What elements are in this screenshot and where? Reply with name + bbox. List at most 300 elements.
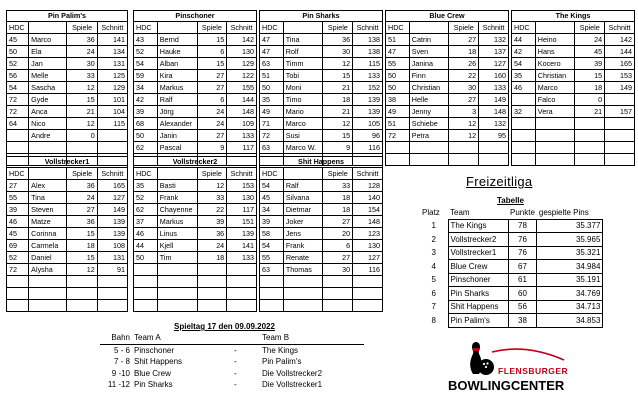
player-spiele: 0: [67, 130, 97, 142]
player-hdc: 45: [260, 192, 284, 204]
header-team: Team: [450, 207, 470, 217]
header-schnitt: Schnitt: [479, 22, 509, 34]
schedule-row: [100, 344, 364, 356]
player-spiele: 12: [323, 118, 353, 130]
player-spiele: 12: [67, 82, 97, 94]
player-hdc: [7, 130, 29, 142]
player-spiele: 26: [449, 58, 479, 70]
empty-row: [7, 276, 128, 288]
player-hdc: 42: [512, 46, 536, 58]
player-schnitt: 155: [227, 82, 257, 94]
empty-row: [134, 264, 257, 276]
player-name: Janina: [409, 58, 449, 70]
player-schnitt: 148: [353, 216, 383, 228]
player-row: [260, 264, 383, 276]
header-hdc: HDC: [7, 168, 29, 180]
flensburger-bowlingcenter-logo: [446, 338, 568, 393]
schedule-team-a: Shit Happens: [134, 357, 183, 367]
player-spiele: 27: [323, 252, 353, 264]
team-header-row: [386, 22, 509, 34]
player-hdc: 54: [134, 58, 158, 70]
team-header-row: [7, 22, 128, 34]
header-spiele: Spiele: [323, 168, 353, 180]
player-spiele: 27: [449, 94, 479, 106]
player-row: [7, 240, 128, 252]
empty-row: [512, 118, 635, 130]
standings-row: [420, 273, 603, 287]
player-schnitt: 144: [227, 94, 257, 106]
player-schnitt: 138: [353, 46, 383, 58]
player-schnitt: 130: [227, 46, 257, 58]
player-hdc: 52: [134, 46, 158, 58]
player-hdc: 55: [386, 58, 410, 70]
standings-row: [420, 300, 603, 314]
player-hdc: 54: [260, 240, 284, 252]
standings-team: The Kings: [448, 219, 508, 233]
player-row: [7, 70, 128, 82]
standings-pins: 35.191: [537, 273, 603, 287]
header-name: [283, 22, 323, 34]
standings-punkte: 38: [508, 314, 537, 328]
player-schnitt: 140: [353, 192, 383, 204]
standings-row: [420, 287, 603, 301]
standings-team: Pinschoner: [448, 273, 508, 287]
player-spiele: 24: [197, 106, 227, 118]
player-hdc: 62: [134, 142, 158, 154]
player-hdc: 35: [512, 70, 536, 82]
player-spiele: 39: [197, 216, 227, 228]
empty-row: [134, 276, 257, 288]
player-schnitt: 154: [353, 204, 383, 216]
liga-title: Freizeitliga: [466, 174, 533, 189]
player-name: Markus: [157, 216, 197, 228]
player-row: [260, 34, 383, 46]
player-schnitt: 132: [479, 34, 509, 46]
player-row: [260, 58, 383, 70]
player-hdc: 72: [260, 130, 284, 142]
player-row: [7, 216, 128, 228]
player-schnitt: 128: [353, 180, 383, 192]
team-table-the-kings: [511, 10, 635, 166]
player-row: [386, 34, 509, 46]
schedule-team-b: The Kings: [262, 345, 299, 355]
player-name: Alexander: [157, 118, 197, 130]
player-spiele: 15: [197, 34, 227, 46]
team-name-row: [260, 11, 383, 22]
player-spiele: 33: [323, 180, 353, 192]
player-schnitt: 104: [97, 106, 127, 118]
standings-punkte: 76: [508, 233, 537, 247]
player-schnitt: 115: [97, 118, 127, 130]
player-schnitt: 129: [227, 58, 257, 70]
player-hdc: 55: [7, 192, 29, 204]
player-name: Bernd: [157, 34, 197, 46]
player-name: Rolf: [283, 46, 323, 58]
player-spiele: 6: [197, 94, 227, 106]
player-row: [134, 228, 257, 240]
header-name: [157, 168, 197, 180]
player-schnitt: 91: [97, 264, 127, 276]
player-hdc: 50: [386, 70, 410, 82]
header-platz: Platz: [422, 208, 440, 217]
player-row: [7, 46, 128, 58]
player-hdc: 46: [134, 228, 158, 240]
player-row: [134, 240, 257, 252]
player-row: [260, 180, 383, 192]
player-row: [7, 130, 128, 142]
player-hdc: 47: [260, 34, 284, 46]
player-spiele: 27: [323, 216, 353, 228]
player-hdc: 69: [7, 240, 29, 252]
schedule-team-a: Pinschoner: [134, 345, 175, 355]
header-name: [157, 22, 197, 34]
player-spiele: 36: [67, 180, 97, 192]
schedule-bahn: 7 - 8: [113, 357, 130, 367]
team-table-vollstrecker2: [133, 156, 257, 312]
player-hdc: 54: [7, 82, 29, 94]
player-row: [134, 106, 257, 118]
player-spiele: 36: [323, 34, 353, 46]
player-row: [260, 228, 383, 240]
player-name: Alysha: [29, 264, 67, 276]
standings-team: Vollstrecker2: [448, 233, 508, 247]
player-spiele: 18: [323, 204, 353, 216]
empty-row: [512, 154, 635, 166]
player-spiele: 15: [67, 94, 97, 106]
player-row: [260, 70, 383, 82]
standings-platz: 4: [431, 261, 436, 271]
player-spiele: 6: [323, 240, 353, 252]
player-row: [260, 118, 383, 130]
player-name: Christian: [409, 82, 449, 94]
header-name: [29, 22, 67, 34]
player-name: Ralf: [157, 94, 197, 106]
player-name: Renate: [283, 252, 323, 264]
player-hdc: 63: [260, 58, 284, 70]
spieltag-title: Spieltag 17 den 09.09.2022: [174, 322, 275, 331]
player-spiele: 15: [67, 252, 97, 264]
header-hdc: HDC: [134, 22, 158, 34]
player-schnitt: 129: [97, 82, 127, 94]
player-spiele: 22: [449, 70, 479, 82]
standings-punkte: 61: [508, 273, 537, 287]
schedule-bahn: 9 -10: [111, 368, 130, 378]
player-spiele: 18: [575, 82, 605, 94]
team-name-row: [260, 157, 383, 168]
player-schnitt: 130: [227, 192, 257, 204]
player-schnitt: 139: [353, 106, 383, 118]
player-name: Silvana: [283, 192, 323, 204]
player-name: Nico: [29, 118, 67, 130]
player-hdc: 51: [386, 34, 410, 46]
player-schnitt: 149: [97, 204, 127, 216]
player-spiele: 18: [67, 240, 97, 252]
player-row: [7, 82, 128, 94]
empty-row: [260, 276, 383, 288]
player-name: Dietmar: [283, 204, 323, 216]
player-row: [386, 118, 509, 130]
player-row: [512, 82, 635, 94]
player-spiele: 3: [449, 106, 479, 118]
player-name: Ralf: [283, 180, 323, 192]
standings-row: [420, 219, 603, 233]
player-row: [134, 192, 257, 204]
player-spiele: 15: [575, 70, 605, 82]
standings-punkte: 76: [508, 246, 537, 260]
player-name: Daniel: [29, 252, 67, 264]
team-header-row: [7, 168, 128, 180]
standings-team: Vollstrecker1: [448, 246, 508, 260]
player-schnitt: 105: [353, 118, 383, 130]
player-hdc: 49: [260, 106, 284, 118]
player-schnitt: 127: [97, 192, 127, 204]
player-spiele: 15: [67, 228, 97, 240]
player-name: Jens: [283, 228, 323, 240]
player-hdc: 63: [260, 142, 284, 154]
player-schnitt: 141: [97, 34, 127, 46]
player-schnitt: 133: [353, 70, 383, 82]
player-row: [134, 216, 257, 228]
player-hdc: 52: [7, 252, 29, 264]
team-name: Pinschoner: [134, 11, 257, 22]
standings-pins: 34.769: [537, 287, 603, 301]
player-hdc: 64: [7, 118, 29, 130]
header-team-a: Team A: [134, 333, 161, 343]
player-row: [134, 252, 257, 264]
player-name: Linus: [157, 228, 197, 240]
player-schnitt: 142: [605, 34, 635, 46]
player-name: Markus: [157, 82, 197, 94]
player-hdc: 58: [260, 228, 284, 240]
player-name: Frank: [283, 240, 323, 252]
player-name: Kira: [157, 70, 197, 82]
header-hdc: HDC: [7, 22, 29, 34]
player-row: [134, 46, 257, 58]
header-bahn: Bahn: [111, 333, 130, 343]
player-spiele: 30: [323, 264, 353, 276]
header-pins: gespielte Pins: [538, 207, 589, 217]
player-row: [7, 180, 128, 192]
player-schnitt: [97, 130, 127, 142]
player-row: [7, 94, 128, 106]
player-name: Chayenne: [157, 204, 197, 216]
player-schnitt: 130: [353, 240, 383, 252]
player-hdc: 44: [512, 34, 536, 46]
player-hdc: 72: [386, 130, 410, 142]
schedule-team-b: Die Vollstrecker1: [262, 380, 323, 390]
player-schnitt: 144: [605, 46, 635, 58]
header-hdc: HDC: [260, 22, 284, 34]
standings-pins: 34.713: [537, 300, 603, 314]
player-name: Melle: [29, 70, 67, 82]
player-schnitt: 109: [227, 118, 257, 130]
player-name: Steven: [29, 204, 67, 216]
player-hdc: 63: [260, 264, 284, 276]
standings-punkte: 56: [508, 300, 537, 314]
player-spiele: 20: [323, 228, 353, 240]
player-schnitt: 149: [479, 94, 509, 106]
team-table-pin-palims: [6, 10, 128, 166]
player-hdc: 27: [7, 180, 29, 192]
player-hdc: 35: [260, 94, 284, 106]
empty-row: [512, 142, 635, 154]
player-name: Falco: [535, 94, 575, 106]
player-row: [260, 240, 383, 252]
player-spiele: 6: [197, 46, 227, 58]
player-spiele: 12: [197, 180, 227, 192]
empty-row: [7, 288, 128, 300]
player-spiele: 27: [449, 34, 479, 46]
player-row: [386, 106, 509, 118]
player-hdc: 50: [260, 82, 284, 94]
team-header-row: [512, 22, 635, 34]
player-name: Moni: [283, 82, 323, 94]
header-spiele: Spiele: [67, 22, 97, 34]
player-hdc: 56: [7, 70, 29, 82]
schedule-team-a: Blue Crew: [134, 368, 171, 378]
player-hdc: 39: [134, 106, 158, 118]
player-spiele: 9: [323, 142, 353, 154]
player-schnitt: 152: [353, 82, 383, 94]
player-row: [7, 192, 128, 204]
header-schnitt: Schnitt: [97, 168, 127, 180]
header-name: [409, 22, 449, 34]
team-header-row: [260, 22, 383, 34]
player-schnitt: 123: [353, 228, 383, 240]
player-hdc: 47: [260, 46, 284, 58]
player-hdc: 49: [386, 106, 410, 118]
schedule-team-a: Pin Sharks: [134, 380, 173, 390]
player-spiele: 27: [197, 82, 227, 94]
player-spiele: 15: [323, 130, 353, 142]
header-team-b: Team B: [262, 333, 290, 343]
player-hdc: 51: [260, 70, 284, 82]
header-hdc: HDC: [134, 168, 158, 180]
player-spiele: 21: [575, 106, 605, 118]
header-spiele: Spiele: [575, 22, 605, 34]
player-hdc: 42: [134, 94, 158, 106]
player-name: Sven: [409, 46, 449, 58]
player-name: Marco: [29, 34, 67, 46]
player-schnitt: 138: [353, 34, 383, 46]
player-schnitt: 148: [479, 106, 509, 118]
standings-team: Pin Palim's: [448, 314, 508, 328]
player-row: [512, 70, 635, 82]
player-hdc: 55: [260, 252, 284, 264]
schedule-row: [100, 368, 364, 380]
player-hdc: 52: [134, 192, 158, 204]
player-spiele: 33: [67, 70, 97, 82]
player-spiele: 30: [67, 58, 97, 70]
player-spiele: 18: [197, 252, 227, 264]
player-spiele: 21: [67, 106, 97, 118]
player-hdc: 44: [134, 240, 158, 252]
player-hdc: 34: [134, 82, 158, 94]
player-schnitt: 139: [353, 94, 383, 106]
player-name: Christian: [535, 70, 575, 82]
empty-row: [7, 300, 128, 312]
team-table-vollstrecker1: [6, 156, 128, 312]
player-row: [512, 34, 635, 46]
player-hdc: 50: [386, 82, 410, 94]
player-name: Petra: [409, 130, 449, 142]
player-row: [386, 46, 509, 58]
player-row: [512, 46, 635, 58]
player-schnitt: 125: [97, 70, 127, 82]
player-name: Frank: [157, 192, 197, 204]
player-name: Gyde: [29, 94, 67, 106]
player-name: Janin: [157, 130, 197, 142]
player-schnitt: 165: [97, 180, 127, 192]
empty-row: [512, 130, 635, 142]
player-row: [134, 82, 257, 94]
header-punkte: Punkte: [510, 207, 535, 217]
player-schnitt: 122: [227, 70, 257, 82]
player-hdc: 50: [134, 252, 158, 264]
player-spiele: 12: [67, 118, 97, 130]
player-hdc: 39: [260, 216, 284, 228]
player-schnitt: 139: [97, 228, 127, 240]
player-name: Andre: [29, 130, 67, 142]
schedule-row: [100, 379, 364, 391]
player-hdc: 37: [134, 216, 158, 228]
header-hdc: HDC: [512, 22, 536, 34]
player-name: Ela: [29, 46, 67, 58]
player-row: [260, 192, 383, 204]
player-row: [134, 204, 257, 216]
player-spiele: 18: [323, 94, 353, 106]
team-header-row: [260, 168, 383, 180]
schedule-separator: -: [234, 345, 237, 355]
team-name-row: [386, 11, 509, 22]
player-row: [386, 130, 509, 142]
player-row: [260, 216, 383, 228]
player-row: [7, 58, 128, 70]
schedule-separator: -: [234, 380, 237, 390]
player-schnitt: 117: [227, 142, 257, 154]
player-spiele: 30: [323, 46, 353, 58]
standings-team: Pin Sharks: [448, 287, 508, 301]
player-name: Mario: [283, 106, 323, 118]
player-spiele: 12: [449, 118, 479, 130]
player-name: Schiebe: [409, 118, 449, 130]
schedule-bahn: 11 -12: [107, 380, 130, 390]
player-spiele: 15: [197, 58, 227, 70]
player-row: [7, 252, 128, 264]
header-schnitt: Schnitt: [353, 22, 383, 34]
player-spiele: 21: [323, 106, 353, 118]
player-row: [7, 228, 128, 240]
header-spiele: Spiele: [323, 22, 353, 34]
schedule-header-row: [100, 332, 364, 344]
team-name: Vollstrecker2: [134, 157, 257, 168]
player-spiele: 30: [449, 82, 479, 94]
empty-row: [134, 300, 257, 312]
player-spiele: 21: [323, 82, 353, 94]
team-name-row: [7, 11, 128, 22]
player-row: [512, 94, 635, 106]
player-schnitt: 133: [479, 82, 509, 94]
player-schnitt: 139: [227, 228, 257, 240]
team-name-row: [512, 11, 635, 22]
player-row: [386, 58, 509, 70]
player-name: Hauke: [157, 46, 197, 58]
player-schnitt: 142: [227, 34, 257, 46]
empty-row: [260, 300, 383, 312]
player-name: Sascha: [29, 82, 67, 94]
player-name: Marco W.: [283, 142, 323, 154]
player-row: [7, 204, 128, 216]
